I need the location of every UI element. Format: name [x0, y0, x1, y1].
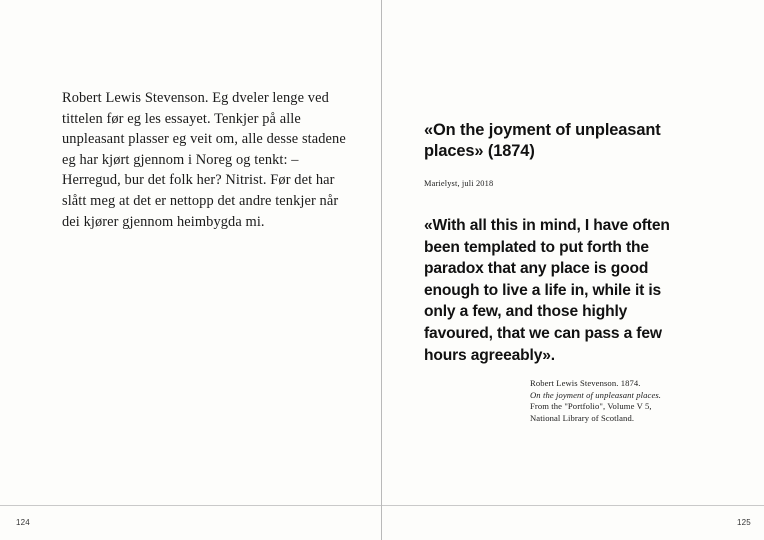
attribution-line-1: Robert Lewis Stevenson. 1874. — [530, 378, 641, 388]
left-page-footer-rule — [0, 505, 381, 506]
attribution-line-4: National Library of Scotland. — [530, 412, 635, 423]
attribution-line-3: From the "Portfolio", Volume V 5, — [530, 401, 652, 412]
essay-subtitle: Marielyst, juli 2018 — [424, 179, 494, 188]
left-page-body — [62, 88, 352, 232]
quote-attribution — [530, 378, 745, 424]
left-page-paragraph: Robert Lewis Stevenson. Eg dveler lenge ved tittelen før eg les essayet. Tenkjer på alle unpleasant plasser eg veit om, alle desse stadene eg har kjørt gjennom i Noreg og tenkt: – Herregud, bur det folk her? Nitrist. Før det har slått meg at det er nettopp det andre tenkjer når dei kjører gjennom heimbygda mi. — [62, 90, 346, 230]
attribution-line-2: On the joyment of unpleasant places. — [530, 389, 662, 400]
right-page-content — [424, 120, 689, 366]
right-page-number: 125 — [737, 518, 751, 527]
right-page-footer-rule — [382, 505, 764, 506]
pull-quote: «With all this in mind, I have often been templated to put forth the paradox that any place is good enough to live a life in, while it is only a few, and those highly favoured, that we can pass a few hours agreeably». — [424, 217, 670, 364]
page-divider — [381, 0, 382, 540]
essay-title: «On the joyment of unpleasant places» (1874) — [424, 121, 661, 160]
left-page-number: 124 — [16, 518, 30, 527]
